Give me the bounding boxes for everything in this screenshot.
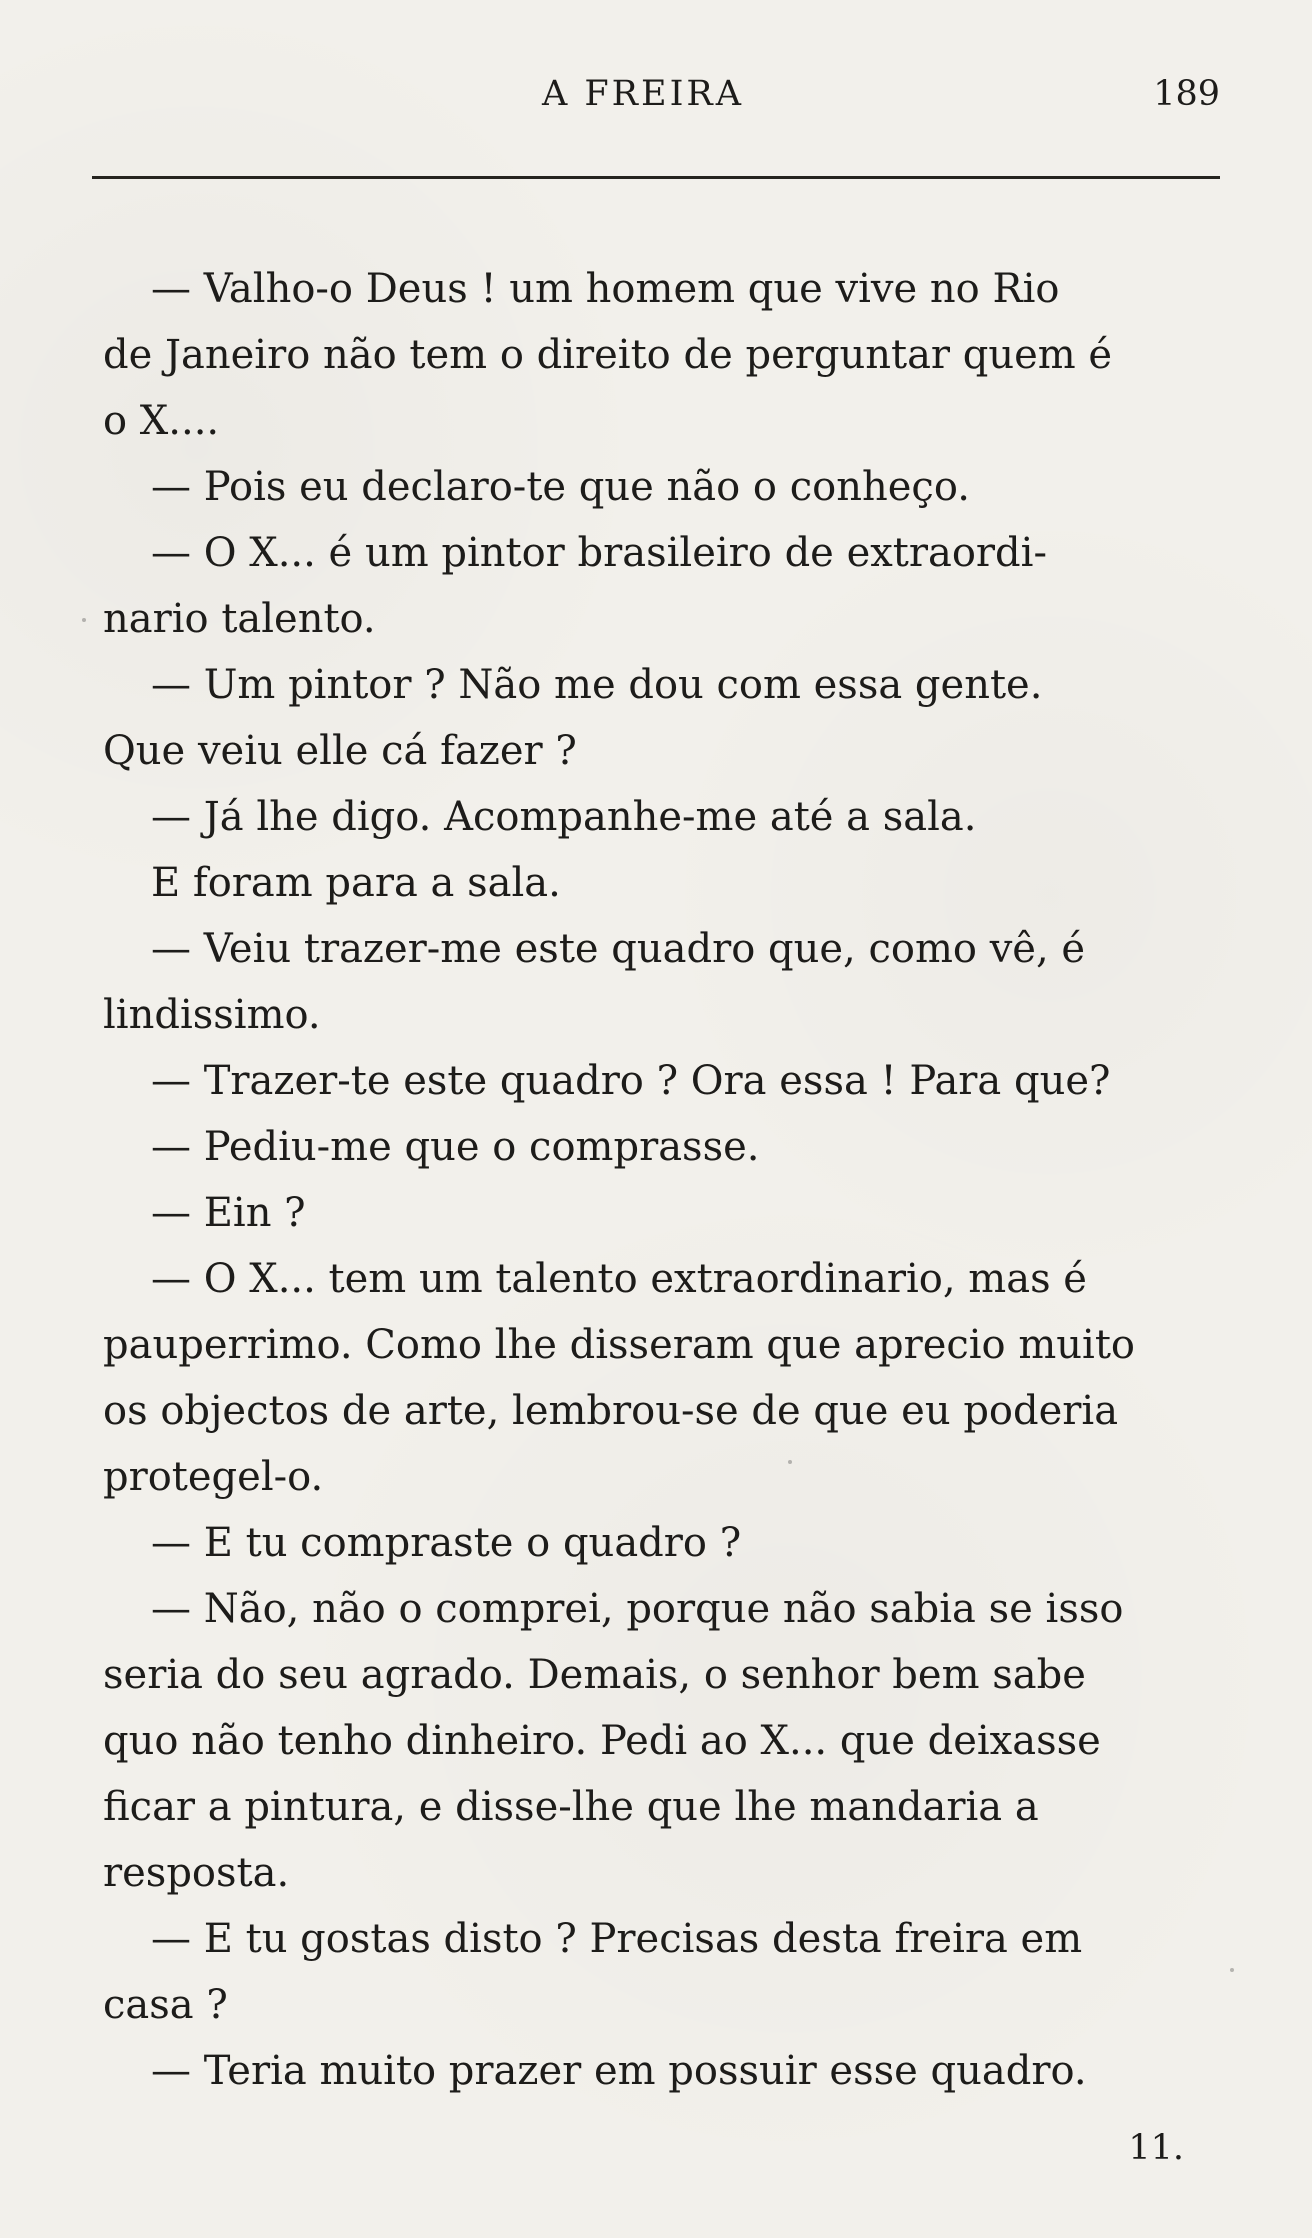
text-line: de Janeiro não tem o direito de perguntar quem é [103, 332, 1113, 378]
text-line: — O X... tem um talento extraordinario, mas é [151, 1256, 1087, 1302]
text-line: o X.... [103, 398, 220, 444]
text-line: — Valho-o Deus ! um homem que vive no Rio [151, 266, 1060, 312]
text-line: E foram para a sala. [151, 860, 561, 906]
text-line: nario talento. [103, 596, 376, 642]
paper-speck [1230, 1968, 1234, 1972]
body-text [103, 256, 1231, 2104]
text-line: casa ? [103, 1982, 228, 2028]
text-line: pauperrimo. Como lhe disseram que aprecio muito [103, 1322, 1135, 1368]
text-line: — O X... é um pintor brasileiro de extraordi- [151, 530, 1047, 576]
text-line: — Trazer-te este quadro ? Ora essa ! Para que? [151, 1058, 1111, 1104]
page-header [92, 72, 1220, 116]
text-line: quo não tenho dinheiro. Pedi ao X... que deixasse [103, 1718, 1101, 1764]
printer-signature-mark: 11. [1128, 2128, 1184, 2168]
page-number: 189 [1153, 74, 1220, 114]
text-line: ficar a pintura, e disse-lhe que lhe mandaria a [103, 1784, 1039, 1830]
paper-speck [82, 618, 86, 622]
text-line: protegel-o. [103, 1454, 324, 1500]
text-line: — Um pintor ? Não me dou com essa gente. [151, 662, 1043, 708]
text-line: — Ein ? [151, 1190, 306, 1236]
text-line: lindissimo. [103, 992, 321, 1038]
text-line: — E tu gostas disto ? Precisas desta freira em [151, 1916, 1083, 1962]
text-line: Que veiu elle cá fazer ? [103, 728, 577, 774]
text-line: — Não, não o comprei, porque não sabia se isso [151, 1586, 1124, 1632]
text-line: — E tu compraste o quadro ? [151, 1520, 742, 1566]
text-line: — Pediu-me que o comprasse. [151, 1124, 760, 1170]
text-line: — Já lhe digo. Acompanhe-me até a sala. [151, 794, 977, 840]
text-line: os objectos de arte, lembrou-se de que eu poderia [103, 1388, 1119, 1434]
running-title: A FREIRA [542, 74, 745, 114]
text-line: seria do seu agrado. Demais, o senhor bem sabe [103, 1652, 1086, 1698]
text-line: — Veiu trazer-me este quadro que, como vê, é [151, 926, 1086, 972]
text-line: resposta. [103, 1850, 290, 1896]
paper-speck [788, 1460, 792, 1464]
text-line: — Teria muito prazer em possuir esse quadro. [151, 2048, 1087, 2094]
header-rule [92, 176, 1220, 179]
text-line: — Pois eu declaro-te que não o conheço. [151, 464, 970, 510]
